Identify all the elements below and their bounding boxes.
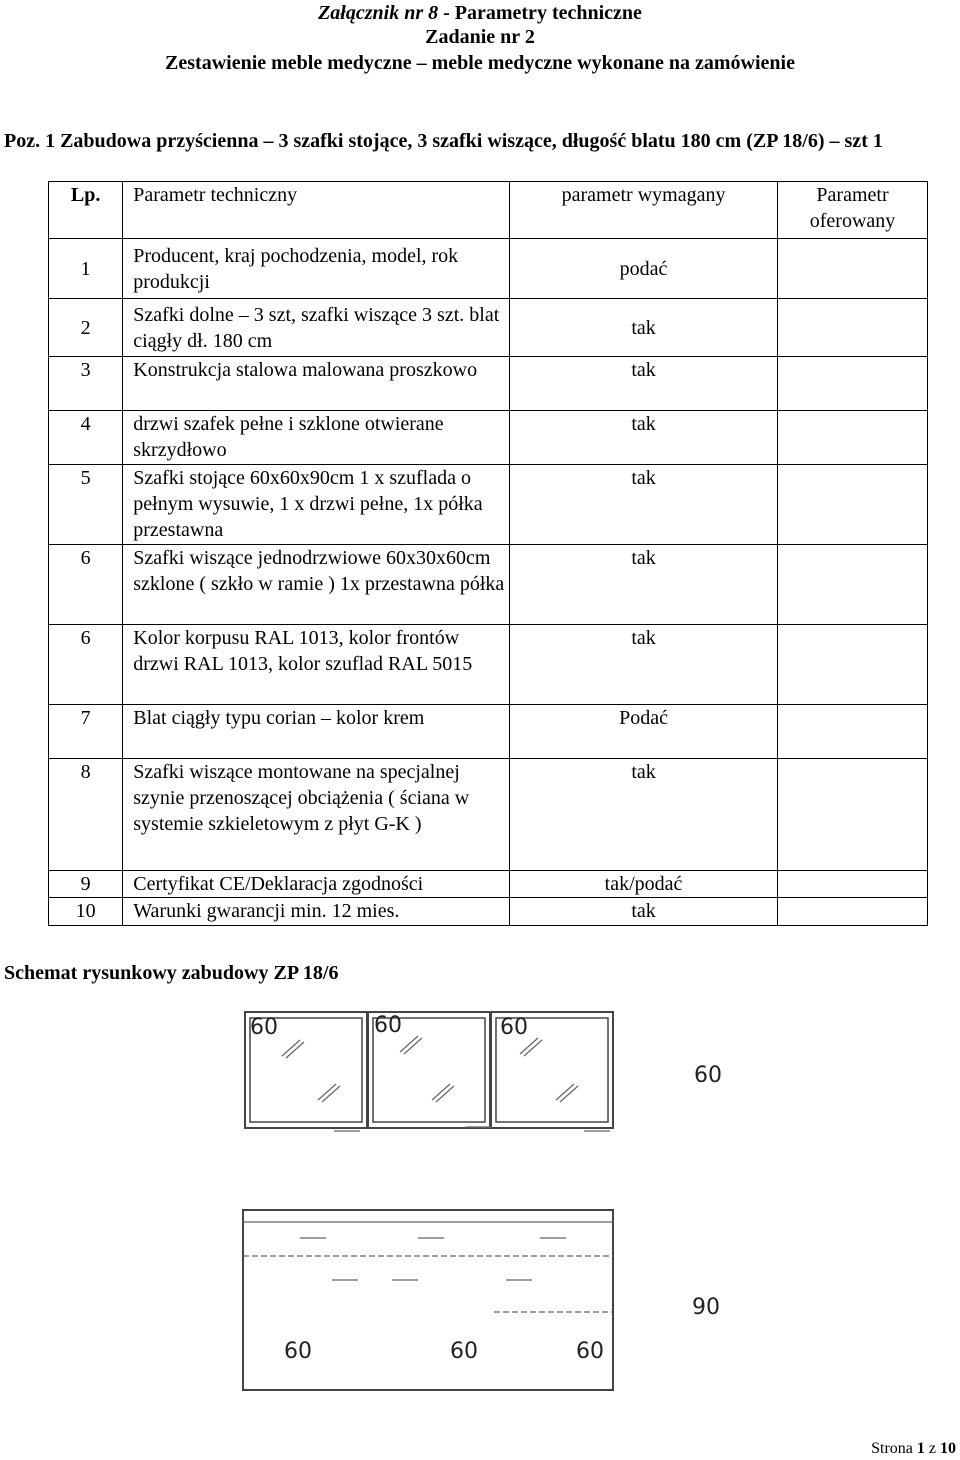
row-param: Szafki wiszące jednodrzwiowe 60x30x60cm szklone ( szkło w ramie ) 1x przestawna półka — [123, 545, 510, 625]
row-required: podać — [510, 239, 778, 299]
row-param: Konstrukcja stalowa malowana proszkowo — [123, 357, 510, 411]
task-number: Zadanie nr 2 — [425, 26, 535, 48]
lower-width-3: 60 — [576, 1339, 604, 1364]
footer-prefix: Strona — [871, 1440, 917, 1457]
row-param: Kolor korpusu RAL 1013, kolor frontów drzwi RAL 1013, kolor szuflad RAL 5015 — [123, 625, 510, 705]
row-required: tak — [510, 465, 778, 545]
upper-width-1: 60 — [250, 1015, 278, 1040]
row-lp: 8 — [49, 759, 123, 871]
row-param: Producent, kraj pochodzenia, model, rok produkcji — [123, 239, 510, 299]
row-lp: 5 — [49, 465, 123, 545]
row-lp: 2 — [49, 299, 123, 357]
upper-height: 60 — [694, 1063, 722, 1088]
position-title: Poz. 1 Zabudowa przyścienna – 3 szafki stojące, 3 szafki wiszące, długość blatu 180 cm (ZP 18/6) – szt 1 — [4, 130, 883, 152]
lower-width-2: 60 — [450, 1339, 478, 1364]
row-required: tak — [510, 357, 778, 411]
row-lp: 4 — [49, 411, 123, 465]
row-required: tak — [510, 759, 778, 871]
doc-title: - Parametry techniczne — [438, 2, 642, 24]
upper-width-2: 60 — [374, 1013, 402, 1038]
footer-page: 1 — [916, 1440, 925, 1457]
row-lp: 3 — [49, 357, 123, 411]
footer-mid: z — [924, 1440, 940, 1457]
row-required: tak/podać — [510, 871, 778, 898]
row-param: Szafki dolne – 3 szt, szafki wiszące 3 szt. blat ciągły dł. 180 cm — [123, 299, 510, 357]
row-param: drzwi szafek pełne i szklone otwierane skrzydłowo — [123, 411, 510, 465]
row-lp: 9 — [49, 871, 123, 898]
row-lp: 10 — [49, 898, 123, 926]
upper-width-3: 60 — [500, 1015, 528, 1040]
page-footer — [871, 1440, 956, 1458]
row-required: Podać — [510, 705, 778, 759]
row-required: tak — [510, 545, 778, 625]
attachment-label: Załącznik nr 8 — [318, 2, 439, 24]
schema-title: Schemat rysunkowy zabudowy ZP 18/6 — [4, 962, 339, 984]
header-lp: Lp. — [49, 182, 123, 239]
footer-total: 10 — [940, 1440, 956, 1457]
row-lp: 6 — [49, 625, 123, 705]
header-param: Parametr techniczny — [123, 182, 510, 239]
row-lp: 7 — [49, 705, 123, 759]
header-required: parametr wymagany — [510, 182, 778, 239]
row-required: tak — [510, 898, 778, 926]
row-required: tak — [510, 625, 778, 705]
row-required: tak — [510, 411, 778, 465]
row-param: Szafki wiszące montowane na specjalnej szynie przenoszącej obciążenia ( ściana w systemie szkieletowym z płyt G-K ) — [123, 759, 510, 871]
row-param: Blat ciągły typu corian – kolor krem — [123, 705, 510, 759]
lower-width-1: 60 — [284, 1339, 312, 1364]
row-param: Warunki gwarancji min. 12 mies. — [123, 898, 510, 926]
doc-subtitle: Zestawienie meble medyczne – meble medyczne wykonane na zamówienie — [165, 52, 795, 74]
row-lp: 1 — [49, 239, 123, 299]
lower-details — [243, 1222, 613, 1312]
row-param: Certyfikat CE/Deklaracja zgodności — [123, 871, 510, 898]
row-required: tak — [510, 299, 778, 357]
lower-height: 90 — [692, 1295, 720, 1320]
glass-hatching — [282, 1036, 578, 1102]
row-param: Szafki stojące 60x60x90cm 1 x szuflada o pełnym wysuwie, 1 x drzwi pełne, 1x półka przestawna — [123, 465, 510, 545]
upper-cabinets — [245, 1012, 613, 1128]
row-lp: 6 — [49, 545, 123, 625]
header-offered: Parametr oferowany — [778, 182, 928, 239]
